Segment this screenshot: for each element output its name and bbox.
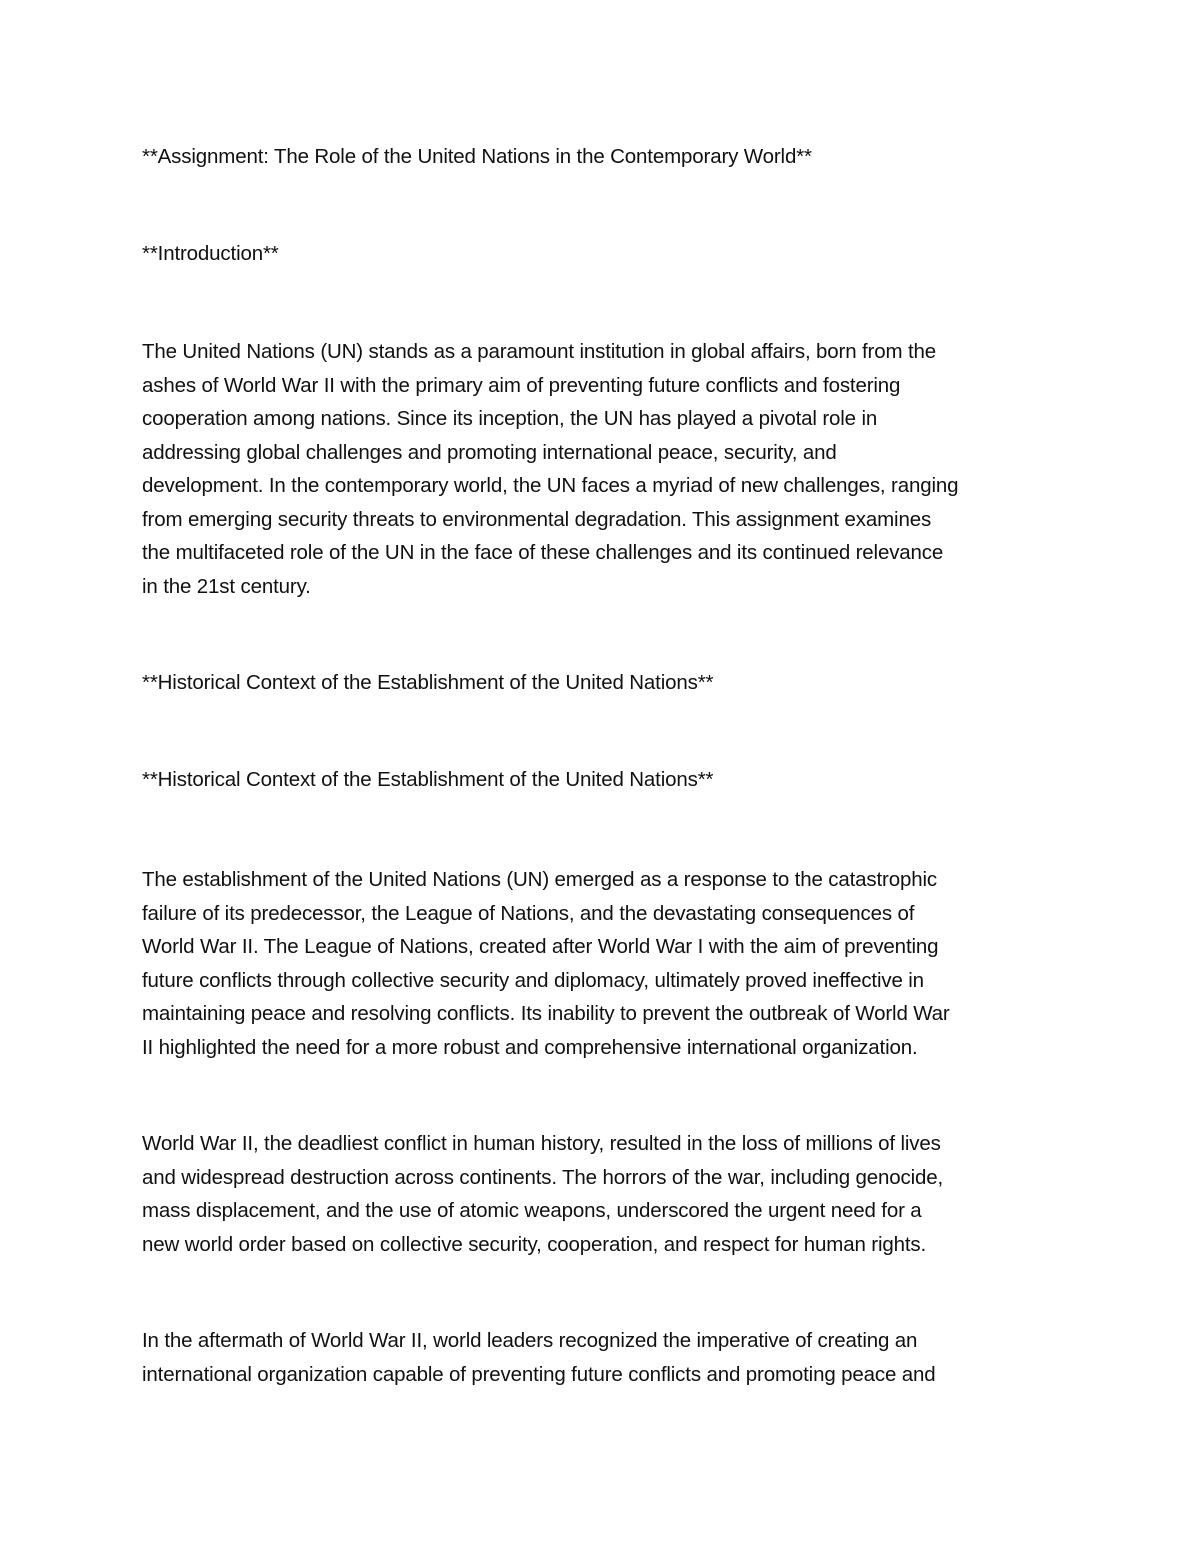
text-line: II highlighted the need for a more robust and comprehensive international organization. (142, 1035, 918, 1059)
history-paragraph-league (142, 863, 1072, 1064)
text-line: and widespread destruction across continents. The horrors of the war, including genocide, (142, 1165, 944, 1189)
text-line: failure of its predecessor, the League of Nations, and the devastating consequences of (142, 901, 915, 925)
text-line: cooperation among nations. Since its inception, the UN has played a pivotal role in (142, 407, 878, 430)
text-line: in the 21st century. (142, 574, 311, 598)
text-line: The United Nations (UN) stands as a paramount institution in global affairs, born from the (142, 340, 936, 363)
assignment-title: **Assignment: The Role of the United Nations in the Contemporary World** (142, 145, 812, 168)
text-line: new world order based on collective security, cooperation, and respect for human rights. (142, 1232, 927, 1256)
historical-context-heading-repeat: **Historical Context of the Establishment of the United Nations** (142, 768, 714, 791)
history-paragraph-aftermath (142, 1324, 1072, 1391)
introduction-heading: **Introduction** (142, 242, 279, 265)
introduction-paragraph (142, 335, 1072, 603)
text-line: World War II. The League of Nations, created after World War I with the aim of preventing (142, 935, 939, 958)
text-line: mass displacement, and the use of atomic weapons, underscored the urgent need for a (142, 1199, 922, 1222)
text-line: World War II, the deadliest conflict in human history, resulted in the loss of millions of lives (142, 1132, 941, 1155)
text-line: international organization capable of preventing future conflicts and promoting peace and (142, 1362, 936, 1386)
text-line: addressing global challenges and promoting international peace, security, and (142, 440, 837, 464)
text-line: the multifaceted role of the UN in the face of these challenges and its continued relevance (142, 541, 944, 564)
text-line: from emerging security threats to environmental degradation. This assignment examines (142, 507, 932, 531)
text-line: development. In the contemporary world, the UN faces a myriad of new challenges, ranging (142, 474, 959, 497)
history-paragraph-ww2 (142, 1127, 1072, 1261)
text-line: The establishment of the United Nations (UN) emerged as a response to the catastrophic (142, 868, 937, 891)
text-line: future conflicts through collective security and diplomacy, ultimately proved ineffective in (142, 968, 924, 992)
text-line: ashes of World War II with the primary aim of preventing future conflicts and fostering (142, 373, 901, 397)
text-line: maintaining peace and resolving conflicts. Its inability to prevent the outbreak of World War (142, 1002, 950, 1025)
text-line: In the aftermath of World War II, world leaders recognized the imperative of creating an (142, 1329, 918, 1352)
historical-context-heading: **Historical Context of the Establishment of the United Nations** (142, 671, 714, 694)
